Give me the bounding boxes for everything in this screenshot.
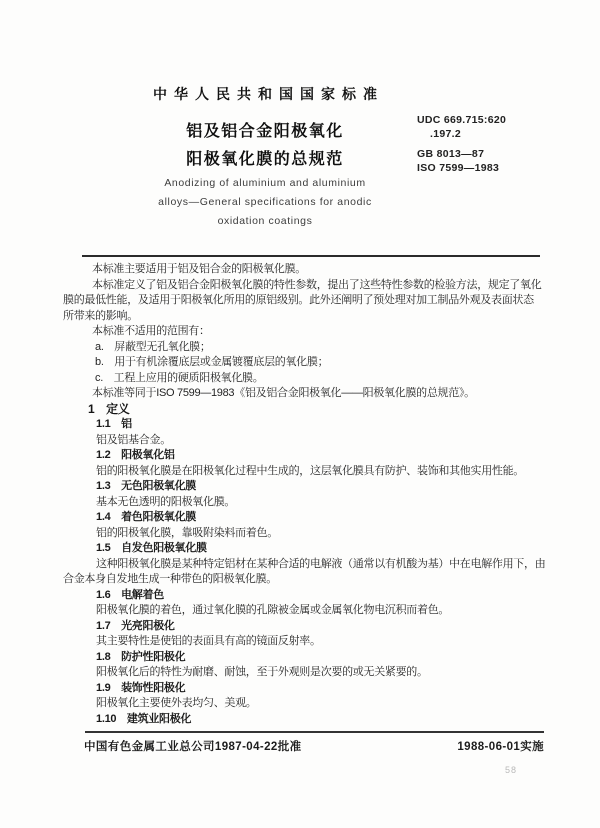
body-line: 基本无色透明的阳极氧化膜。 (96, 495, 236, 508)
body-line: 阳极氧化后的特性为耐磨、耐蚀，至于外观则是次要的或无关紧要的。 (96, 666, 428, 678)
standard-codes-block (417, 114, 506, 175)
body-line: 1.1 铝 (96, 418, 132, 430)
udc-number-cont: .197.2 (430, 127, 461, 140)
body-line: 1 定义 (88, 401, 130, 416)
document-title-en-line3: oxidation coatings (217, 215, 313, 227)
body-line: 阳极氧化膜的着色，通过氧化膜的孔隙被金属或金属氧化物电沉积而着色。 (96, 604, 450, 616)
footer-divider (85, 731, 544, 733)
page-mark: 58 (505, 765, 518, 775)
body-line: a. 屏蔽型无孔氧化膜； (95, 340, 211, 353)
body-line: 1.5 自发色阳极氧化膜 (96, 542, 207, 554)
gb-standard-number: GB 8013—87 (417, 148, 485, 160)
body-line: 本标准定义了铝及铝合金阳极氧化膜的特性参数，提出了这些特性参数的检验方法，规定了氧化 (92, 278, 542, 291)
document-body (63, 262, 547, 727)
body-line: 膜的最低性能，及适用于阳极氧化所用的原铝级别。此外还阐明了预处理对加工制品外观及表面状态 (63, 294, 534, 306)
body-line: 1.7 光亮阳极化 (96, 619, 175, 632)
body-line: 1.3 无色阳极氧化膜 (96, 480, 196, 492)
iso-standard-number: ISO 7599—1983 (417, 161, 500, 174)
body-line: 这种阳极氧化膜是某种特定铝材在某种合适的电解液（通常以有机酸为基）中在电解作用下，由 (96, 557, 546, 570)
header-divider (82, 255, 540, 257)
approval-note: 中国有色金属工业总公司1987-04-22批准 (84, 741, 302, 753)
document-title-cn-line2: 阳极氧化膜的总规范 (186, 150, 344, 168)
body-line: 本标准不适用的范围有： (92, 325, 210, 337)
body-line: 本标准主要适用于铝及铝合金的阳极氧化膜。 (92, 263, 306, 275)
body-line: 1.8 防护性阳极化 (96, 650, 186, 663)
body-line: 铝的阳极氧化膜，靠吸附染料而着色。 (96, 526, 278, 539)
udc-number: UDC 669.715:620 (417, 114, 507, 126)
document-title-cn-line1: 铝及铝合金阳极氧化 (186, 123, 344, 140)
body-line: 阳极氧化主要使外表均匀、美观。 (96, 697, 257, 709)
body-line: 铝及铝基合金。 (96, 433, 171, 446)
body-line: 合金本身自发地生成一种带色的阳极氧化膜。 (63, 573, 277, 585)
body-line: 其主要特性是使铝的表面具有高的镜面反射率。 (96, 635, 321, 647)
body-line: 本标准等同于ISO 7599—1983《铝及铝合金阳极氧化——阳极氧化膜的总规范》。 (92, 387, 475, 399)
body-line: b. 用于有机涂覆底层或金属镀覆底层的氧化膜； (95, 356, 329, 368)
document-title-en-line1: Anodizing of aluminium and aluminium (164, 177, 366, 189)
national-standard-heading: 中华人民共和国国家标准 (153, 86, 384, 102)
body-line: 1.9 装饰性阳极化 (96, 681, 186, 694)
body-line: 1.10 建筑业阳极化 (96, 712, 192, 725)
body-line: 1.4 着色阳极氧化膜 (96, 511, 196, 523)
body-line: 1.2 阳极氧化铝 (96, 449, 175, 461)
body-line: c. 工程上应用的硬质阳极氧化膜。 (95, 371, 264, 384)
document-title-en-line2: alloys—General specifications for anodic (158, 196, 372, 208)
body-line: 铝的阳极氧化膜是在阳极氧化过程中生成的，这层氧化膜具有防护、装饰和其他实用性能。 (96, 464, 524, 477)
body-line: 所带来的影响。 (63, 309, 138, 322)
implementation-note: 1988-06-01实施 (457, 741, 544, 753)
document-title-en (0, 174, 530, 231)
body-line: 1.6 电解着色 (96, 588, 164, 601)
